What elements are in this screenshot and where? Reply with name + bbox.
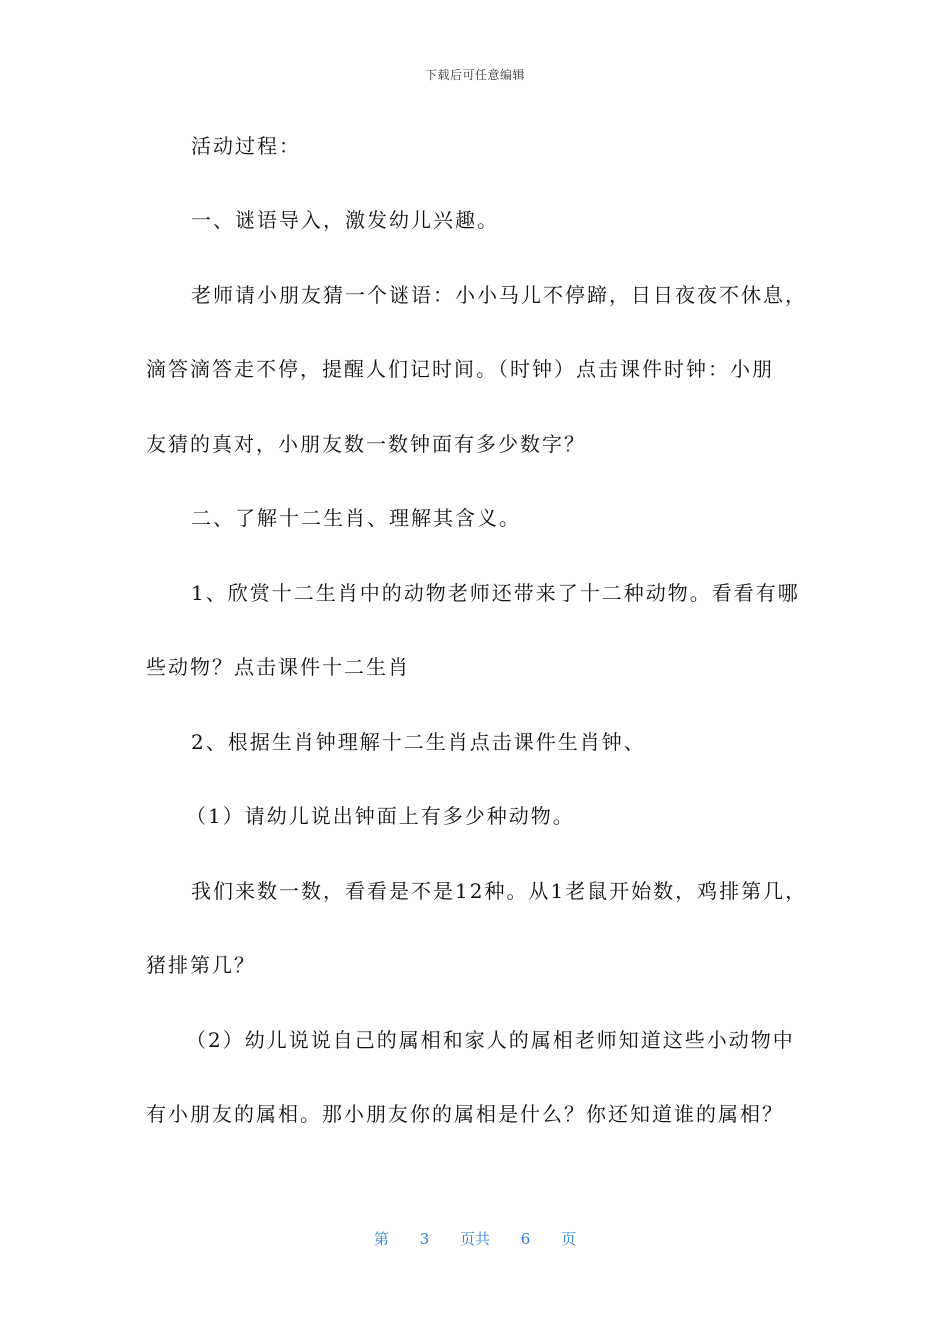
page-header: 下载后可任意编辑 — [424, 68, 525, 82]
paragraph-line-11: 我们来数一数，看看是不是12种。从1老鼠开始数，鸡排第几， — [191, 879, 808, 903]
paragraph-line-7: 1、欣赏十二生肖中的动物老师还带来了十二种动物。看看有哪 — [191, 581, 800, 605]
page-footer — [0, 1228, 950, 1249]
paragraph-line-4: 滴答滴答走不停，提醒人们记时间。（时钟）点击课件时钟：小朋 — [146, 357, 774, 381]
paragraph-line-1: 活动过程： — [191, 134, 301, 158]
paragraph-line-6: 二、了解十二生肖、理解其含义。 — [191, 506, 521, 530]
paragraph-line-13: （2）幼儿说说自己的属相和家人的属相老师知道这些小动物中 — [186, 1028, 795, 1052]
paragraph-line-2: 一、谜语导入，激发幼儿兴趣。 — [191, 208, 499, 232]
footer-page-number: 3 — [419, 1230, 430, 1248]
paragraph-line-14: 有小朋友的属相。那小朋友你的属相是什么？你还知道谁的属相？ — [146, 1102, 784, 1126]
footer-prefix: 第 — [373, 1230, 389, 1248]
footer-suffix: 页 — [561, 1230, 577, 1248]
paragraph-line-12: 猪排第几？ — [146, 953, 256, 977]
paragraph-line-3: 老师请小朋友猜一个谜语：小小马儿不停蹄，日日夜夜不休息， — [191, 283, 807, 307]
footer-total-pages: 6 — [520, 1230, 531, 1248]
footer-middle: 页共 — [459, 1230, 490, 1248]
paragraph-line-9: 2、根据生肖钟理解十二生肖点击课件生肖钟、 — [191, 730, 646, 754]
paragraph-line-10: （1）请幼儿说出钟面上有多少种动物。 — [186, 804, 575, 828]
paragraph-line-8: 些动物？点击课件十二生肖 — [146, 655, 410, 679]
paragraph-line-5: 友猜的真对，小朋友数一数钟面有多少数字？ — [146, 432, 586, 456]
